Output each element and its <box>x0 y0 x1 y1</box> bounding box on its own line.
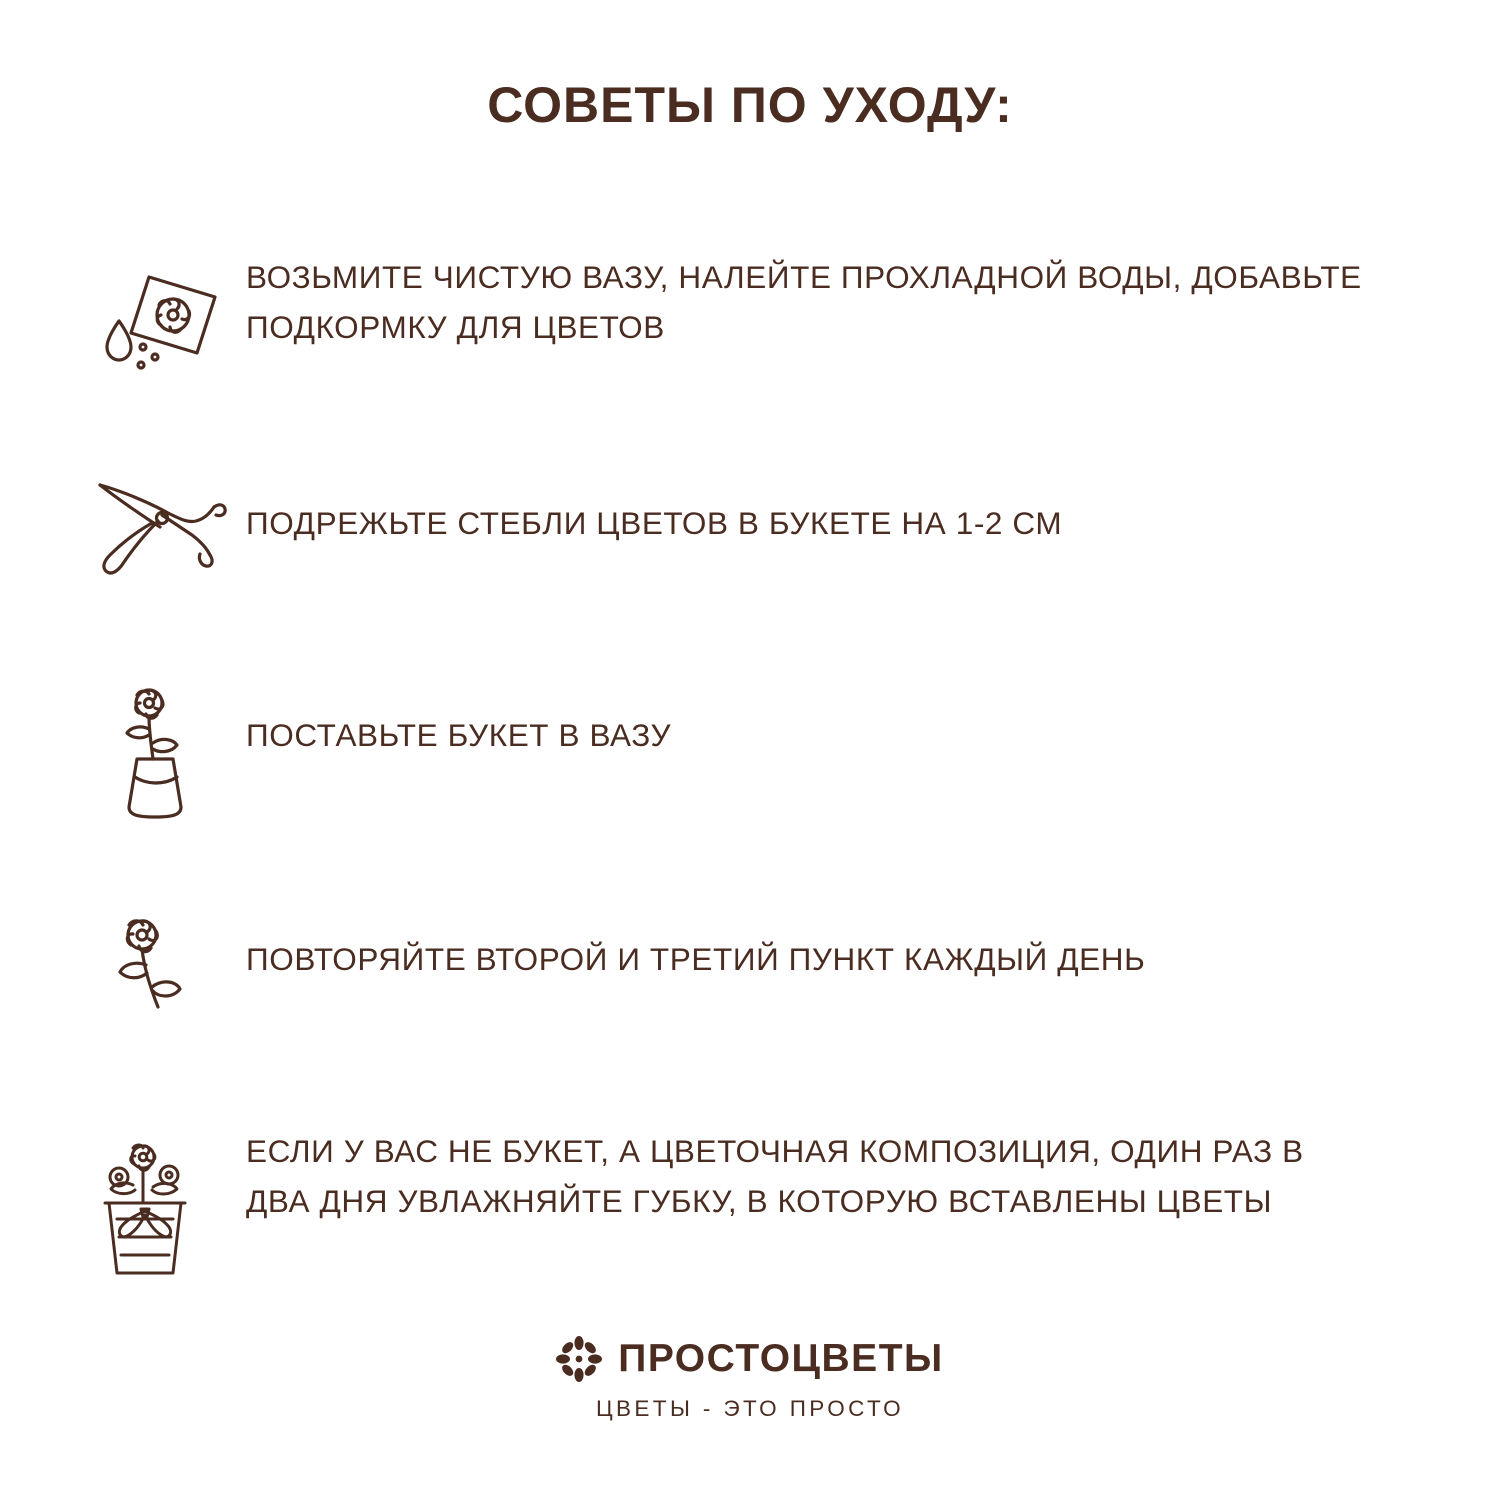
list-item-label: ПОДРЕЖЬТЕ СТЕБЛИ ЦВЕТОВ В БУКЕТЕ НА 1-2 СМ <box>246 505 1063 541</box>
list-item <box>78 681 1440 821</box>
list-item-label: ВОЗЬМИТЕ ЧИСТУЮ ВАЗУ, НАЛЕЙТЕ ПРОХЛАДНОЙ ВОДЫ, ДОБАВЬТЕ ПОДКОРМКУ ДЛЯ ЦВЕТОВ <box>246 259 1362 345</box>
brand-logo-row <box>0 1336 1500 1382</box>
daisy-flower-logo-icon <box>556 1336 602 1382</box>
list-item-label: ПОСТАВЬТЕ БУКЕТ В ВАЗУ <box>246 717 672 753</box>
list-item <box>78 1125 1440 1295</box>
flower-basket-icon <box>78 1125 246 1283</box>
brand-footer <box>0 1336 1500 1422</box>
brand-tagline: ЦВЕТЫ - ЭТО ПРОСТО <box>595 1396 905 1421</box>
flower-in-vase-icon <box>78 681 246 821</box>
list-item <box>78 909 1440 1029</box>
list-item-label: ЕСЛИ У ВАС НЕ БУКЕТ, А ЦВЕТОЧНАЯ КОМПОЗИЦИЯ, ОДИН РАЗ В ДВА ДНЯ УВЛАЖНЯЙТЕ ГУБКУ, В КОТОРУЮ ВСТАВЛЕНЫ ЦВЕТЫ <box>246 1133 1304 1219</box>
list-item <box>78 473 1440 593</box>
tips-list <box>0 251 1500 1295</box>
list-item <box>78 251 1440 401</box>
pruning-shears-icon <box>78 473 246 583</box>
single-flower-icon <box>78 909 246 1029</box>
brand-name: ПРОСТОЦВЕТЫ <box>618 1337 944 1380</box>
list-item-label: ПОВТОРЯЙТЕ ВТОРОЙ И ТРЕТИЙ ПУНКТ КАЖДЫЙ ДЕНЬ <box>246 941 1146 977</box>
page-title: СОВЕТЫ ПО УХОДУ: <box>487 77 1013 133</box>
flower-food-packet-icon <box>78 251 246 381</box>
